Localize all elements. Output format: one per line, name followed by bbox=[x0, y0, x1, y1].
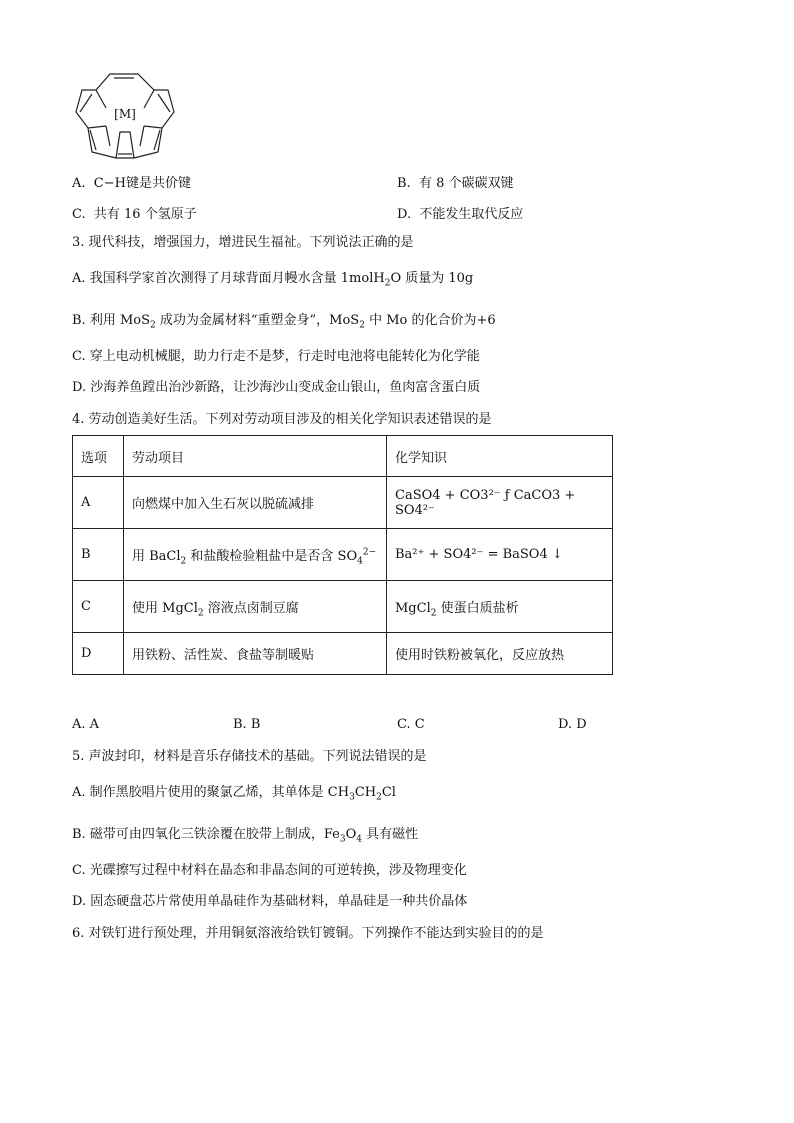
q3-option-d[interactable]: D. 沙海养鱼蹚出治沙新路，让沙海沙山变成金山银山，鱼肉富含蛋白质 bbox=[72, 380, 481, 395]
q3-option-a[interactable]: A. 我国科学家首次测得了月球背面月幔水含量 1molH$_2$O 质量为 10g bbox=[72, 271, 474, 289]
q4-answer-c[interactable]: C. C bbox=[397, 717, 425, 732]
q4-table bbox=[72, 435, 613, 675]
header-knowledge: 化学知识 bbox=[387, 436, 613, 477]
q2-option-a[interactable]: A. C−H键是共价键 bbox=[72, 176, 191, 191]
q4-stem: 4. 劳动创造美好生活。下列对劳动项目涉及的相关化学知识表述错误的是 bbox=[72, 412, 492, 427]
q5-option-b[interactable]: B. 磁带可由四氧化三铁涂覆在胶带上制成，$Fe_3O_4$ 具有磁性 bbox=[72, 827, 419, 845]
row-knowledge: MgCl$_2$ 使蛋白质盐析 bbox=[387, 581, 613, 633]
q3-option-c[interactable]: C. 穿上电动机械腿，助力行走不是梦，行走时电池将电能转化为化学能 bbox=[72, 349, 480, 364]
q5-option-a[interactable]: A. 制作黑胶唱片使用的聚氯乙烯，其单体是 $CH_3CH_2Cl$ bbox=[72, 785, 396, 803]
row-knowledge: CaSO4 + CO3²⁻ ƒ CaCO3 + SO4²⁻ bbox=[387, 477, 613, 529]
q6-stem: 6. 对铁钉进行预处理，并用铜氨溶液给铁钉镀铜。下列操作不能达到实验目的的是 bbox=[72, 926, 544, 941]
table-row bbox=[73, 477, 613, 529]
q5-option-c[interactable]: C. 光碟擦写过程中材料在晶态和非晶态间的可逆转换，涉及物理变化 bbox=[72, 863, 467, 878]
row-option: A bbox=[73, 477, 124, 529]
table-row bbox=[73, 581, 613, 633]
q2-option-c[interactable]: C. 共有 16 个氢原子 bbox=[72, 207, 197, 222]
header-option: 选项 bbox=[73, 436, 124, 477]
q2-option-d[interactable]: D. 不能发生取代反应 bbox=[397, 207, 524, 222]
row-option: C bbox=[73, 581, 124, 633]
molecule-structure-diagram bbox=[70, 62, 180, 166]
q4-answer-d[interactable]: D. D bbox=[558, 717, 587, 732]
row-project: 用铁粉、活性炭、食盐等制暖贴 bbox=[124, 633, 387, 675]
row-knowledge: 使用时铁粉被氧化，反应放热 bbox=[387, 633, 613, 675]
row-option: B bbox=[73, 529, 124, 581]
table-row bbox=[73, 633, 613, 675]
row-project: 向燃煤中加入生石灰以脱硫减排 bbox=[124, 477, 387, 529]
q3-option-b[interactable]: B. 利用 MoS$_2$ 成功为金属材料“重塑金身”，MoS$_2$ 中 Mo 的化合价为+6 bbox=[72, 313, 496, 331]
q4-answer-a[interactable]: A. A bbox=[72, 717, 100, 732]
header-project: 劳动项目 bbox=[124, 436, 387, 477]
row-project: 用 BaCl$_2$ 和盐酸检验粗盐中是否含 $SO_4^{2-}$ bbox=[124, 529, 387, 581]
q5-stem: 5. 声波封印，材料是音乐存储技术的基础。下列说法错误的是 bbox=[72, 749, 427, 764]
metal-label: [M] bbox=[114, 107, 136, 121]
q3-stem: 3. 现代科技，增强国力，增进民生福祉。下列说法正确的是 bbox=[72, 235, 414, 250]
table-row bbox=[73, 529, 613, 581]
q5-option-d[interactable]: D. 固态硬盘芯片常使用单晶硅作为基础材料，单晶硅是一种共价晶体 bbox=[72, 894, 468, 909]
row-option: D bbox=[73, 633, 124, 675]
row-knowledge: Ba²⁺ + SO4²⁻ = BaSO4 ↓ bbox=[387, 529, 613, 581]
table-header-row bbox=[73, 436, 613, 477]
q4-answer-b[interactable]: B. B bbox=[233, 717, 261, 732]
q2-option-b[interactable]: B. 有 8 个碳碳双键 bbox=[397, 176, 514, 191]
row-project: 使用 MgCl$_2$ 溶液点卤制豆腐 bbox=[124, 581, 387, 633]
